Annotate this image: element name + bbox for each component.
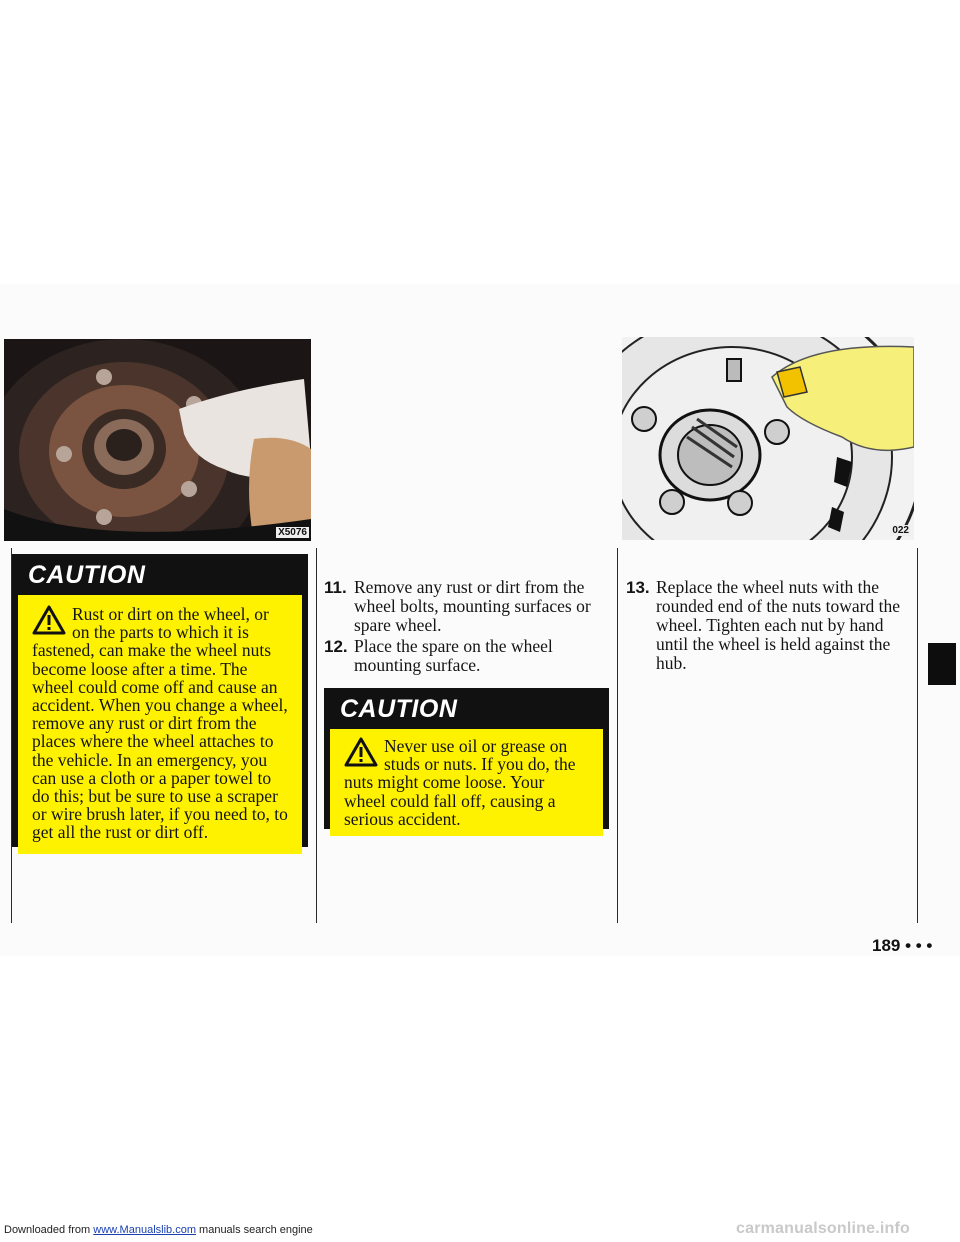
step-number: 12. — [324, 637, 348, 656]
caution-text: Rust or dirt on the wheel, or on the parts to which it is fastened, can make the wheel nuts become loose after a time. The wheel could come off and cause an accident. When you change a wheel, remove any rust or dirt from the places where the wheel attaches to the vehicle. In an emergency, you can use a cloth or a paper towel to do this; but be sure to use a scraper or wire brush later, if you need to, to get all the rust or dirt off. — [32, 604, 288, 843]
step-text: Place the spare on the wheel mounting surface. — [354, 636, 553, 675]
caution-body — [330, 729, 603, 836]
caution-heading: CAUTION — [28, 561, 146, 589]
step-text: Remove any rust or dirt from the wheel bolts, mounting surfaces or spare wheel. — [354, 577, 591, 635]
download-footer — [4, 1224, 313, 1236]
warning-triangle-icon — [32, 605, 66, 635]
column-divider — [316, 548, 317, 923]
page-number: 189 • • • — [872, 936, 933, 955]
wheel-nut-tightening-photo — [622, 337, 914, 540]
photo-code-label: 022 — [892, 525, 909, 536]
caution-text: Never use oil or grease on studs or nuts. If you do, the nuts might come loose. Your wheel could fall off, causing a serious accident. — [344, 736, 576, 829]
caution-heading: CAUTION — [340, 695, 458, 723]
warning-triangle-icon — [344, 737, 378, 767]
step-item — [324, 578, 604, 635]
column-divider — [917, 548, 918, 923]
wheel-hub-cleaning-photo — [4, 339, 311, 541]
footer-prefix: Downloaded from — [4, 1224, 94, 1236]
caution-box-rust — [12, 554, 308, 847]
step-item — [626, 578, 906, 673]
site-watermark: carmanualsonline.info — [736, 1220, 911, 1237]
section-tab-marker — [928, 643, 956, 685]
caution-box-oil — [324, 688, 609, 829]
step-number: 11. — [324, 578, 347, 597]
caution-body — [18, 595, 302, 854]
step-number: 13. — [626, 578, 650, 597]
step-text: Replace the wheel nuts with the rounded end of the nuts toward the wheel. Tighten each nut by hand until the wheel is held against the hub. — [656, 577, 900, 673]
manualslib-link[interactable]: www.Manualslib.com — [93, 1224, 196, 1236]
photo-code-label: X5076 — [278, 527, 307, 538]
step-item — [324, 637, 604, 675]
footer-suffix: manuals search engine — [195, 1224, 313, 1236]
column-divider — [617, 548, 618, 923]
